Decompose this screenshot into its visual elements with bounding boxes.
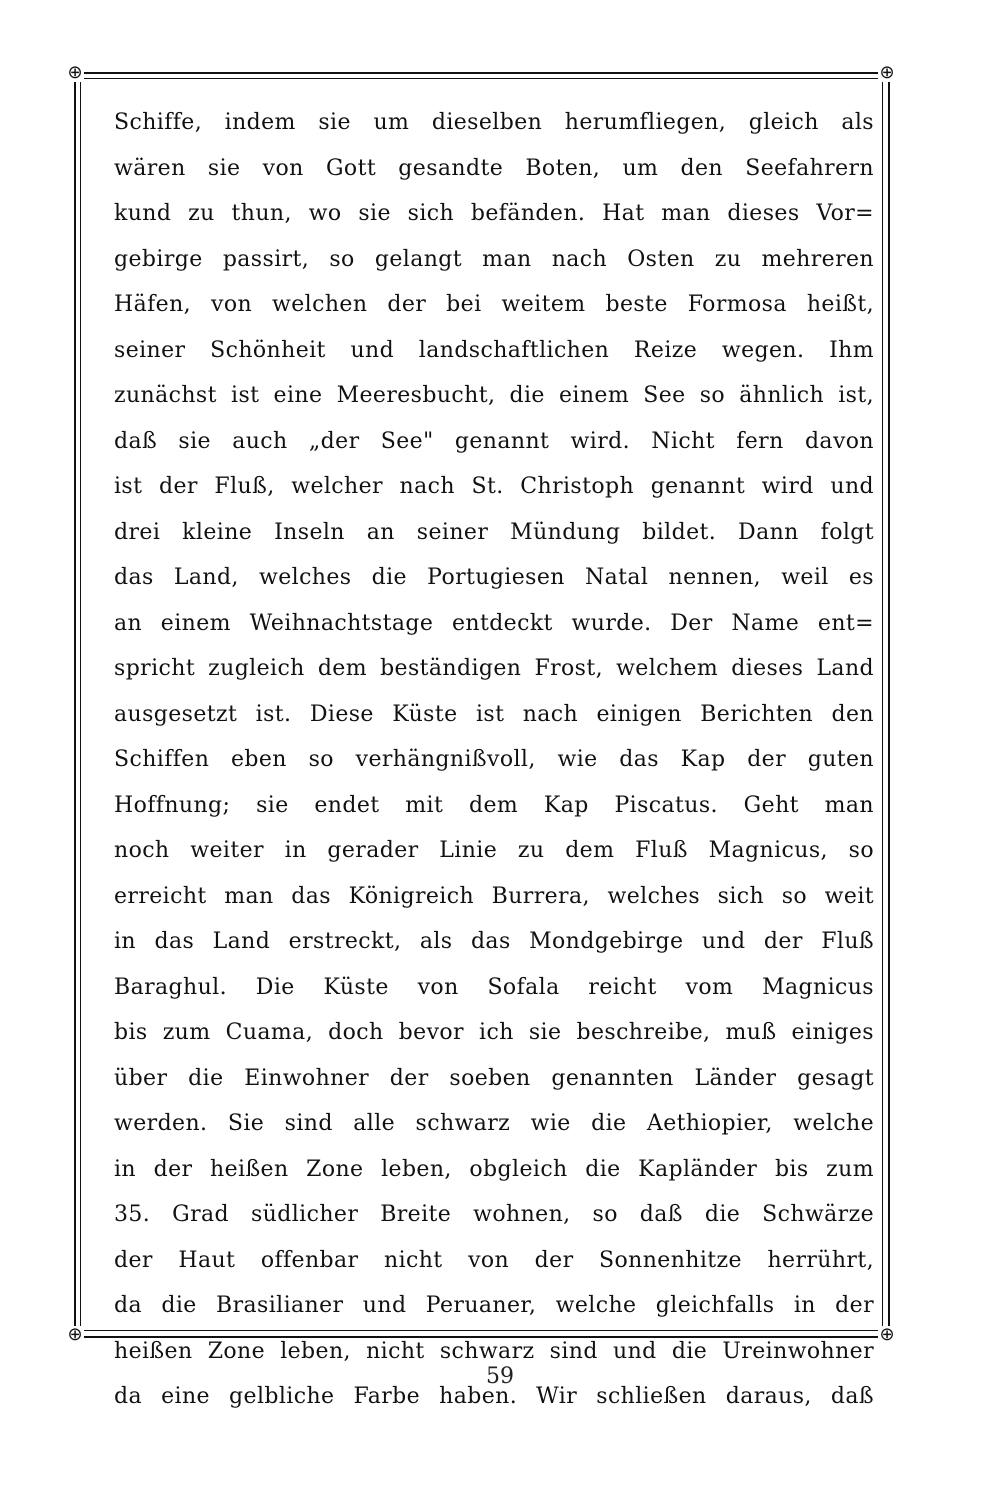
text-line: bis zum Cuama, doch bevor ich sie beschreibe, muß einiges: [114, 1020, 874, 1045]
text-line: da die Brasilianer und Peruaner, welche gleichfalls in der: [114, 1293, 874, 1318]
text-line: Baraghul. Die Küste von Sofala reicht vom Magnicus: [114, 974, 874, 1000]
text-line: ausgesetzt ist. Diese Küste ist nach einigen Berichten den: [114, 701, 874, 727]
border-left-thick: [74, 82, 76, 1326]
text-line: heißen Zone leben, nicht schwarz sind und die Ureinwohner: [114, 1338, 874, 1364]
text-line: kund zu thun, wo sie sich befänden. Hat man dieses Vor=: [114, 201, 874, 226]
text-line: an einem Weihnachtstage entdeckt wurde. Der Name ent=: [114, 610, 874, 636]
text-line: das Land, welches die Portugiesen Natal nennen, weil es: [114, 565, 874, 590]
corner-ornament-icon: ⊕: [879, 62, 895, 83]
text-line: in das Land erstreckt, als das Mondgebirge und der Fluß: [114, 929, 874, 954]
border-top-thick: [84, 72, 878, 74]
text-line: erreicht man das Königreich Burrera, welches sich so weit: [114, 883, 874, 909]
page-number: 59: [486, 1364, 514, 1389]
text-line: über die Einwohner der soeben genannten Länder gesagt: [114, 1065, 874, 1091]
corner-ornament-icon: ⊕: [67, 62, 83, 83]
text-line: 35. Grad südlicher Breite wohnen, so daß die Schwärze: [114, 1202, 874, 1227]
text-line: gebirge passirt, so gelangt man nach Osten zu mehreren: [114, 246, 874, 272]
text-line: ist der Fluß, welcher nach St. Christoph genannt wird und: [114, 474, 874, 499]
text-line: spricht zugleich dem beständigen Frost, welchem dieses Land: [114, 656, 874, 681]
text-line: Häfen, von welchen der bei weitem beste Formosa heißt,: [114, 292, 874, 317]
text-line: Hoffnung; sie endet mit dem Kap Piscatus. Geht man: [114, 792, 874, 818]
border-top-thin: [84, 78, 878, 79]
text-line: seiner Schönheit und landschaftlichen Reize wegen. Ihm: [114, 337, 874, 363]
text-line: wären sie von Gott gesandte Boten, um den Seefahrern: [114, 155, 874, 181]
border-right-thin: [882, 82, 883, 1326]
text-line: drei kleine Inseln an seiner Mündung bildet. Dann folgt: [114, 519, 874, 545]
border-left-thin: [80, 82, 81, 1326]
text-line: werden. Sie sind alle schwarz wie die Aethiopier, welche: [114, 1111, 874, 1136]
border-right-thick: [888, 82, 890, 1326]
text-line: noch weiter in gerader Linie zu dem Fluß Magnicus, so: [114, 838, 874, 863]
text-line: Schiffe, indem sie um dieselben herumfliegen, gleich als: [114, 110, 874, 135]
text-line: da eine gelbliche Farbe haben. Wir schließen daraus, daß: [114, 1384, 874, 1409]
corner-ornament-icon: ⊕: [67, 1324, 83, 1345]
text-line: daß sie auch „der See" genannt wird. Nicht fern davon: [114, 428, 874, 454]
text-line: in der heißen Zone leben, obgleich die Kapländer bis zum: [114, 1156, 874, 1182]
text-line: zunächst ist eine Meeresbucht, die einem See so ähnlich ist,: [114, 383, 874, 408]
text-line: Schiffen eben so verhängnißvoll, wie das Kap der guten: [114, 747, 874, 772]
corner-ornament-icon: ⊕: [879, 1324, 895, 1345]
text-line: der Haut offenbar nicht von der Sonnenhitze herrührt,: [114, 1247, 874, 1273]
